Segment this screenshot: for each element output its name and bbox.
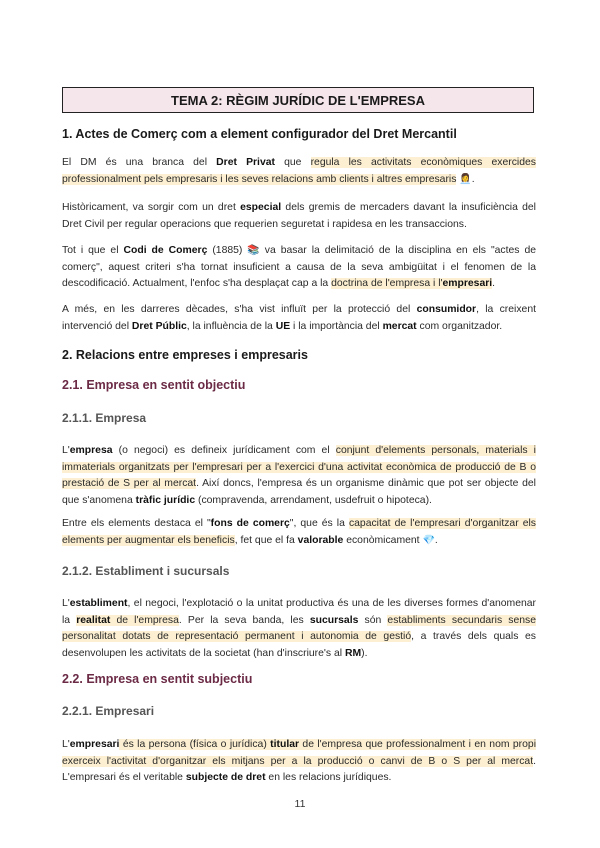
highlight: conjunt d'elements personals, materials i immaterials organitzats per l'empresari per a l'exercici d'una activitat econòmica de producció de B o prestació de S per al mercat bbox=[62, 445, 536, 489]
paragraph-codi-comerc: Tot i que el Codi de Comerç (1885) 📚 va basar la delimitació de la disciplina en els "actes de comerç", aquest criteri s'ha tornat insuficient a causa de la seva ambigüitat i el fenomen de la descodificació. Actualment, l'enfoc s'ha desplaçat cap a la doctrina de l'empresa i l'empresari. bbox=[62, 245, 536, 289]
paragraph-recent-influences: A més, en les darreres dècades, s'ha vist influït per la protecció del consumidor, la creixent intervenció del Dret Públic, la influència de la UE i la importància del mercat com organitzador. bbox=[62, 304, 536, 332]
section-1-heading: 1. Actes de Comerç com a element configurador del Dret Mercantil bbox=[62, 127, 457, 141]
businesswoman-icon: 👩‍💼 bbox=[459, 173, 472, 185]
highlight: capacitat de l'empresari d'organitzar els elements per augmentar els beneficis bbox=[62, 518, 536, 546]
subsection-2-2-1-heading: 2.2.1. Empresari bbox=[62, 704, 155, 718]
paragraph-empresari: L'empresari és la persona (física o jurídica) titular de l'empresa que professionalment i en nom propi exerceix l'activitat d'organitzar els mitjans per a la producció o canvi de B o S per al mercat. L'empresari és el veritable subjecte de dret en les relacions jurídiques. bbox=[62, 739, 536, 783]
bold-term: Codi de Comerç bbox=[123, 245, 208, 256]
paragraph-dm-definition: El DM és una branca del Dret Privat que regula les activitats econòmiques exercides professionalment pels empresaris i les seves relacions amb clients i altres empresaris 👩‍💼. bbox=[62, 157, 536, 185]
section-2-heading: 2. Relacions entre empreses i empresaris bbox=[62, 348, 308, 362]
highlight: de l'empresa que professionalment i en nom propi exerceix l'activitat d'organitzar els mitjans per a la producció o canvi de B o S per al mercat bbox=[62, 739, 536, 767]
highlight: establiments secundaris sense personalitat dotats de representació permanent i autonomia de gestió bbox=[62, 614, 536, 642]
subsection-2-1-heading: 2.1. Empresa en sentit objectiu bbox=[62, 378, 246, 392]
highlight: és la persona (física o jurídica) bbox=[119, 739, 271, 750]
page-title: TEMA 2: RÈGIM JURÍDIC DE L'EMPRESA bbox=[62, 87, 534, 113]
paragraph-empresa-definition: L'empresa (o negoci) es defineix jurídicament com el conjunt d'elements personals, materials i immaterials organitzats per l'empresari per a l'exercici d'una activitat econòmica de producció de B o prestació de S per al mercat. Així doncs, l'empresa és un organisme dinàmic que pot ser objecte del que s'anomena tràfic jurídic (compravenda, arrendament, usdefruit o hipoteca). bbox=[62, 445, 536, 506]
subsection-2-1-2-heading: 2.1.2. Establiment i sucursals bbox=[62, 564, 230, 578]
bold-term: especial bbox=[240, 202, 282, 213]
highlight: realitat de l'empresa bbox=[76, 614, 179, 626]
bold-term: Dret Privat bbox=[216, 157, 275, 168]
gem-icon: 💎 bbox=[422, 534, 435, 546]
highlight: regula les activitats econòmiques exercides professionalment pels empresaris i les seves relacions amb clients i altres empresaris bbox=[62, 157, 536, 185]
paragraph-establiment: L'establiment, el negoci, l'explotació o la unitat productiva és una de les diverses formes d'anomenar la realitat de l'empresa. Per la seva banda, les sucursals són establiments secundaris sense personalitat dotats de representació permanent i autonomia de gestió, a través dels quals es desenvolupen les activitats de la societat (han d'inscriure's al RM). bbox=[62, 598, 536, 659]
paragraph-history: Històricament, va sorgir com un dret especial dels gremis de mercaders davant la insuficiència del Dret Civil per regular operacions que requerien seguretat i rapidesa en les transaccions. bbox=[62, 202, 536, 230]
highlight: doctrina de l'empresa i l'empresari bbox=[331, 278, 493, 289]
subsection-2-2-heading: 2.2. Empresa en sentit subjectiu bbox=[62, 672, 253, 686]
paragraph-fons-comerc: Entre els elements destaca el "fons de comerç", que és la capacitat de l'empresari d'organitzar els elements per augmentar els beneficis, fet que el fa valorable econòmicament 💎. bbox=[62, 518, 536, 546]
subsection-2-1-1-heading: 2.1.1. Empresa bbox=[62, 411, 147, 425]
books-icon: 📚 bbox=[247, 245, 260, 256]
page-number: 11 bbox=[294, 798, 306, 810]
